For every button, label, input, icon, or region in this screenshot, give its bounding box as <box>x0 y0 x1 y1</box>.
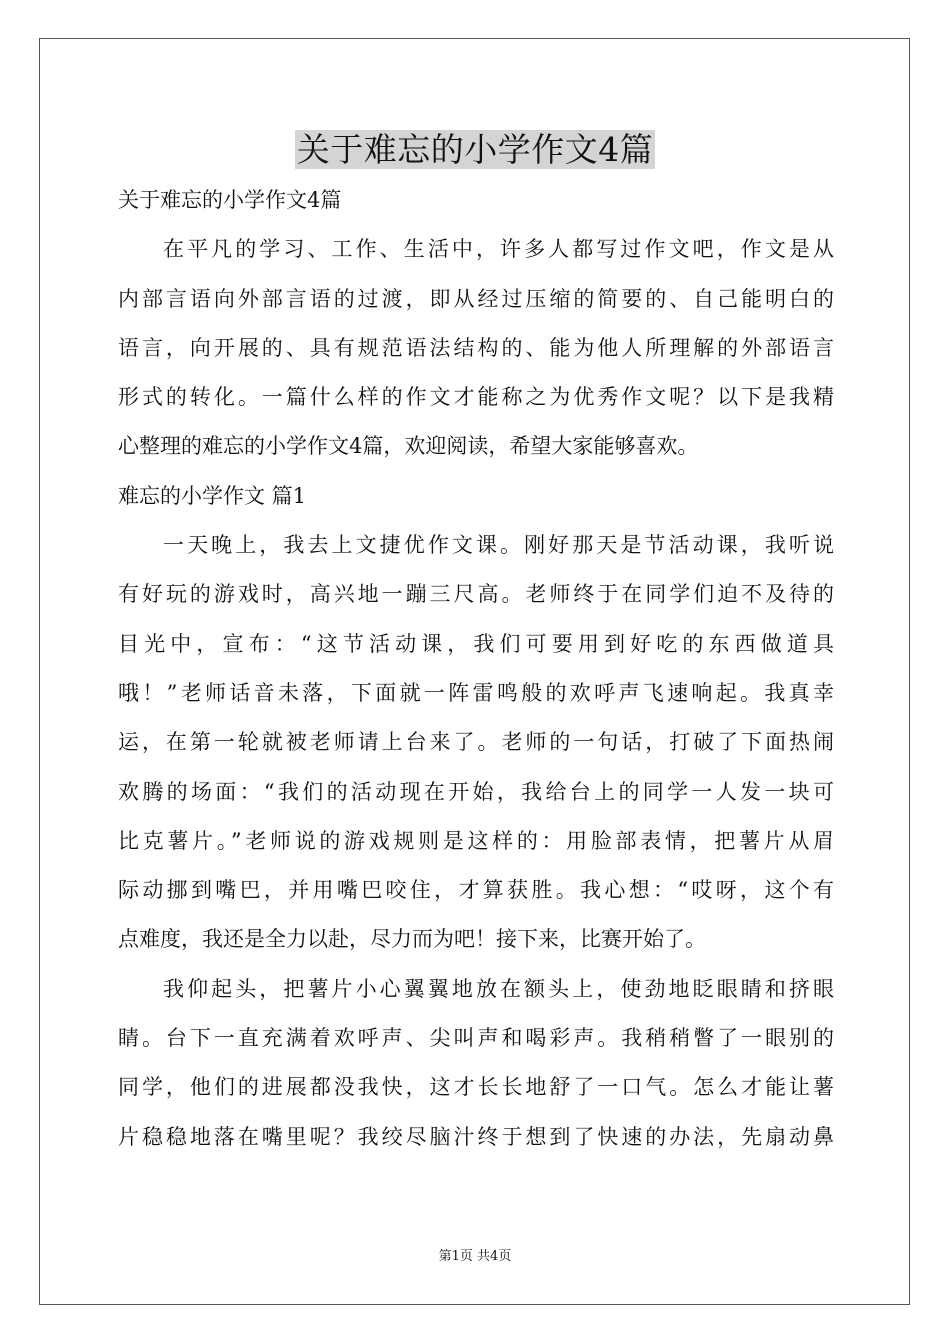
document-body <box>118 180 834 1166</box>
document-title: 关于难忘的小学作文4篇 <box>296 130 654 169</box>
paragraph-line: 语言，向开展的、具有规范语法结构的、能为他人所理解的外部语言 <box>118 335 834 360</box>
paragraph-line: 哦！”老师话音未落，下面就一阵雷鸣般的欢呼声飞速响起。我真幸 <box>118 680 834 705</box>
story-paragraph-1 <box>118 525 834 969</box>
section-heading: 难忘的小学作文 篇1 <box>118 483 307 508</box>
paragraph-line: 目光中，宣布：“这节活动课，我们可要用到好吃的东西做道具 <box>118 631 834 656</box>
intro-paragraph <box>118 229 834 475</box>
paragraph-line: 片稳稳地落在嘴里呢？我绞尽脑汁终于想到了快速的办法，先扇动鼻 <box>118 1124 834 1149</box>
page-footer: 第1页 共4页 <box>438 1249 512 1264</box>
subtitle: 关于难忘的小学作文4篇 <box>118 188 342 212</box>
paragraph-line: 欢腾的场面：“我们的活动现在开始，我给台上的同学一人发一块可 <box>118 779 834 804</box>
paragraph-line: 在平凡的学习、工作、生活中，许多人都写过作文吧，作文是从 <box>163 237 834 262</box>
paragraph-line: 有好玩的游戏时，高兴地一蹦三尺高。老师终于在同学们迫不及待的 <box>118 582 834 607</box>
paragraph-line: 际动挪到嘴巴，并用嘴巴咬住，才算获胜。我心想：“哎呀，这个有 <box>118 878 834 903</box>
paragraph-line: 点难度，我还是全力以赴，尽力而为吧！接下来，比赛开始了。 <box>118 927 706 952</box>
story-paragraph-2 <box>118 969 834 1166</box>
paragraph-line: 形式的转化。一篇什么样的作文才能称之为优秀作文呢？以下是我精 <box>118 385 834 410</box>
paragraph-line: 我仰起头，把薯片小心翼翼地放在额头上，使劲地眨眼睛和挤眼 <box>163 976 834 1001</box>
paragraph-line: 运，在第一轮就被老师请上台来了。老师的一句话，打破了下面热闹 <box>118 730 834 755</box>
paragraph-line: 内部言语向外部言语的过渡，即从经过压缩的简要的、自己能明白的 <box>118 286 834 311</box>
paragraph-line: 比克薯片。”老师说的游戏规则是这样的：用脸部表情，把薯片从眉 <box>118 828 834 853</box>
paragraph-line: 同学，他们的进展都没我快，这才长长地舒了一口气。怎么才能让薯 <box>118 1075 834 1100</box>
paragraph-line: 一天晚上，我去上文捷优作文课。刚好那天是节活动课，我听说 <box>163 533 834 558</box>
paragraph-line: 心整理的难忘的小学作文4篇，欢迎阅读，希望大家能够喜欢。 <box>118 434 699 459</box>
paragraph-line: 睛。台下一直充满着欢呼声、尖叫声和喝彩声。我稍稍瞥了一眼别的 <box>118 1026 834 1051</box>
